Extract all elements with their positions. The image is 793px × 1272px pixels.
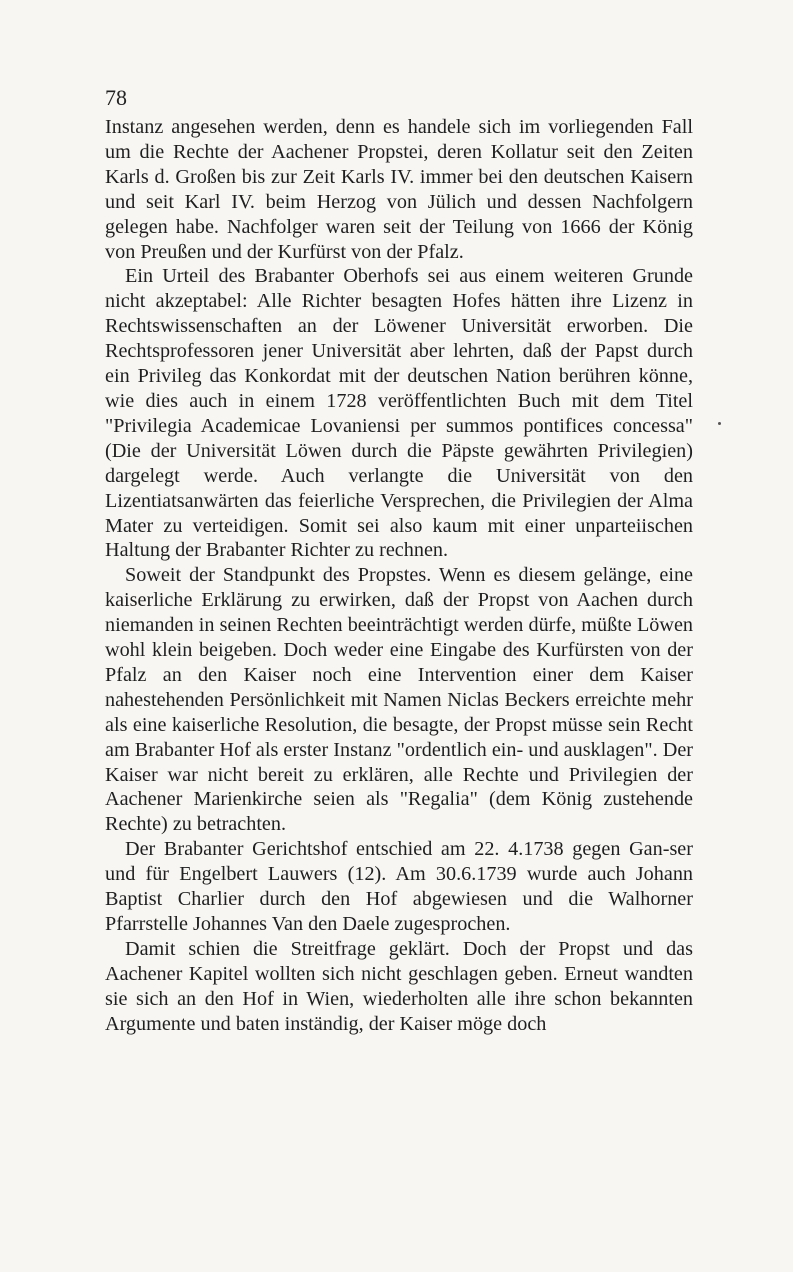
page-number: 78 [105, 85, 127, 110]
ink-speck [718, 422, 721, 425]
paragraph-4: Der Brabanter Gerichtshof entschied am 22. 4.1738 gegen Gan-ser und für Engelbert Lauwers (12). Am 30.6.1739 wurde auch Johann Baptist Charlier durch den Hof abgewiesen und die Walhorner Pfarrstelle Johannes Van den Daele zugesprochen. [105, 838, 693, 935]
paragraph-2: Ein Urteil des Brabanter Oberhofs sei aus einem weiteren Grunde nicht akzeptabel: Alle Richter besagten Hofes hätten ihre Lizenz in Rechtswissenschaften an der Löwener Universität erworben. Die Rechtsprofessoren jener Universität aber lehrten, daß der Papst durch ein Privileg das Konkordat mit der deutschen Nation berühren könne, wie dies auch in einem 1728 veröffentlichten Buch mit dem Titel "Privilegia Academicae Lovaniensi per summos pontifices concessa" (Die der Universität Löwen durch die Päpste gewährten Privilegien) dargelegt werde. Auch verlangte die Universität von den Lizentiatsanwärten das feierliche Versprechen, die Privilegien der Alma Mater zu verteidigen. Somit sei also kaum mit einer unparteiischen Haltung der Brabanter Richter zu rechnen. [105, 265, 693, 562]
paragraph-1: Instanz angesehen werden, denn es handele sich im vorliegenden Fall um die Rechte der Aachener Propstei, deren Kollatur seit den Zeiten Karls d. Großen bis zur Zeit Karls IV. immer bei den deutschen Kaisern und seit Karl IV. beim Herzog von Jülich und dessen Nachfolgern gelegen habe. Nachfolger waren seit der Teilung von 1666 der König von Preußen und der Kurfürst von der Pfalz. [105, 116, 693, 263]
paragraph-3: Soweit der Standpunkt des Propstes. Wenn es diesem gelänge, eine kaiserliche Erklärung zu erwirken, daß der Propst von Aachen durch niemanden in seinen Rechten beeinträchtigt werden dürfe, müßte Löwen wohl klein beigeben. Doch weder eine Eingabe des Kurfürsten von der Pfalz an den Kaiser noch eine Intervention einer dem Kaiser nahestehenden Persönlichkeit mit Namen Niclas Beckers erreichte mehr als eine kaiserliche Resolution, die besagte, der Propst müsse sein Recht am Brabanter Hof als erster Instanz "ordentlich ein- und ausklagen". Der Kaiser war nicht bereit zu erklären, alle Rechte und Privilegien der Aachener Marienkirche seien als "Regalia" (dem König zustehende Rechte) zu betrachten. [105, 564, 693, 836]
body-text [105, 115, 693, 1037]
paragraph-5: Damit schien die Streitfrage geklärt. Doch der Propst und das Aachener Kapitel wollten sich nicht geschlagen geben. Erneut wandten sie sich an den Hof in Wien, wiederholten alle ihre schon bekannten Argumente und baten inständig, der Kaiser möge doch [105, 937, 693, 1035]
